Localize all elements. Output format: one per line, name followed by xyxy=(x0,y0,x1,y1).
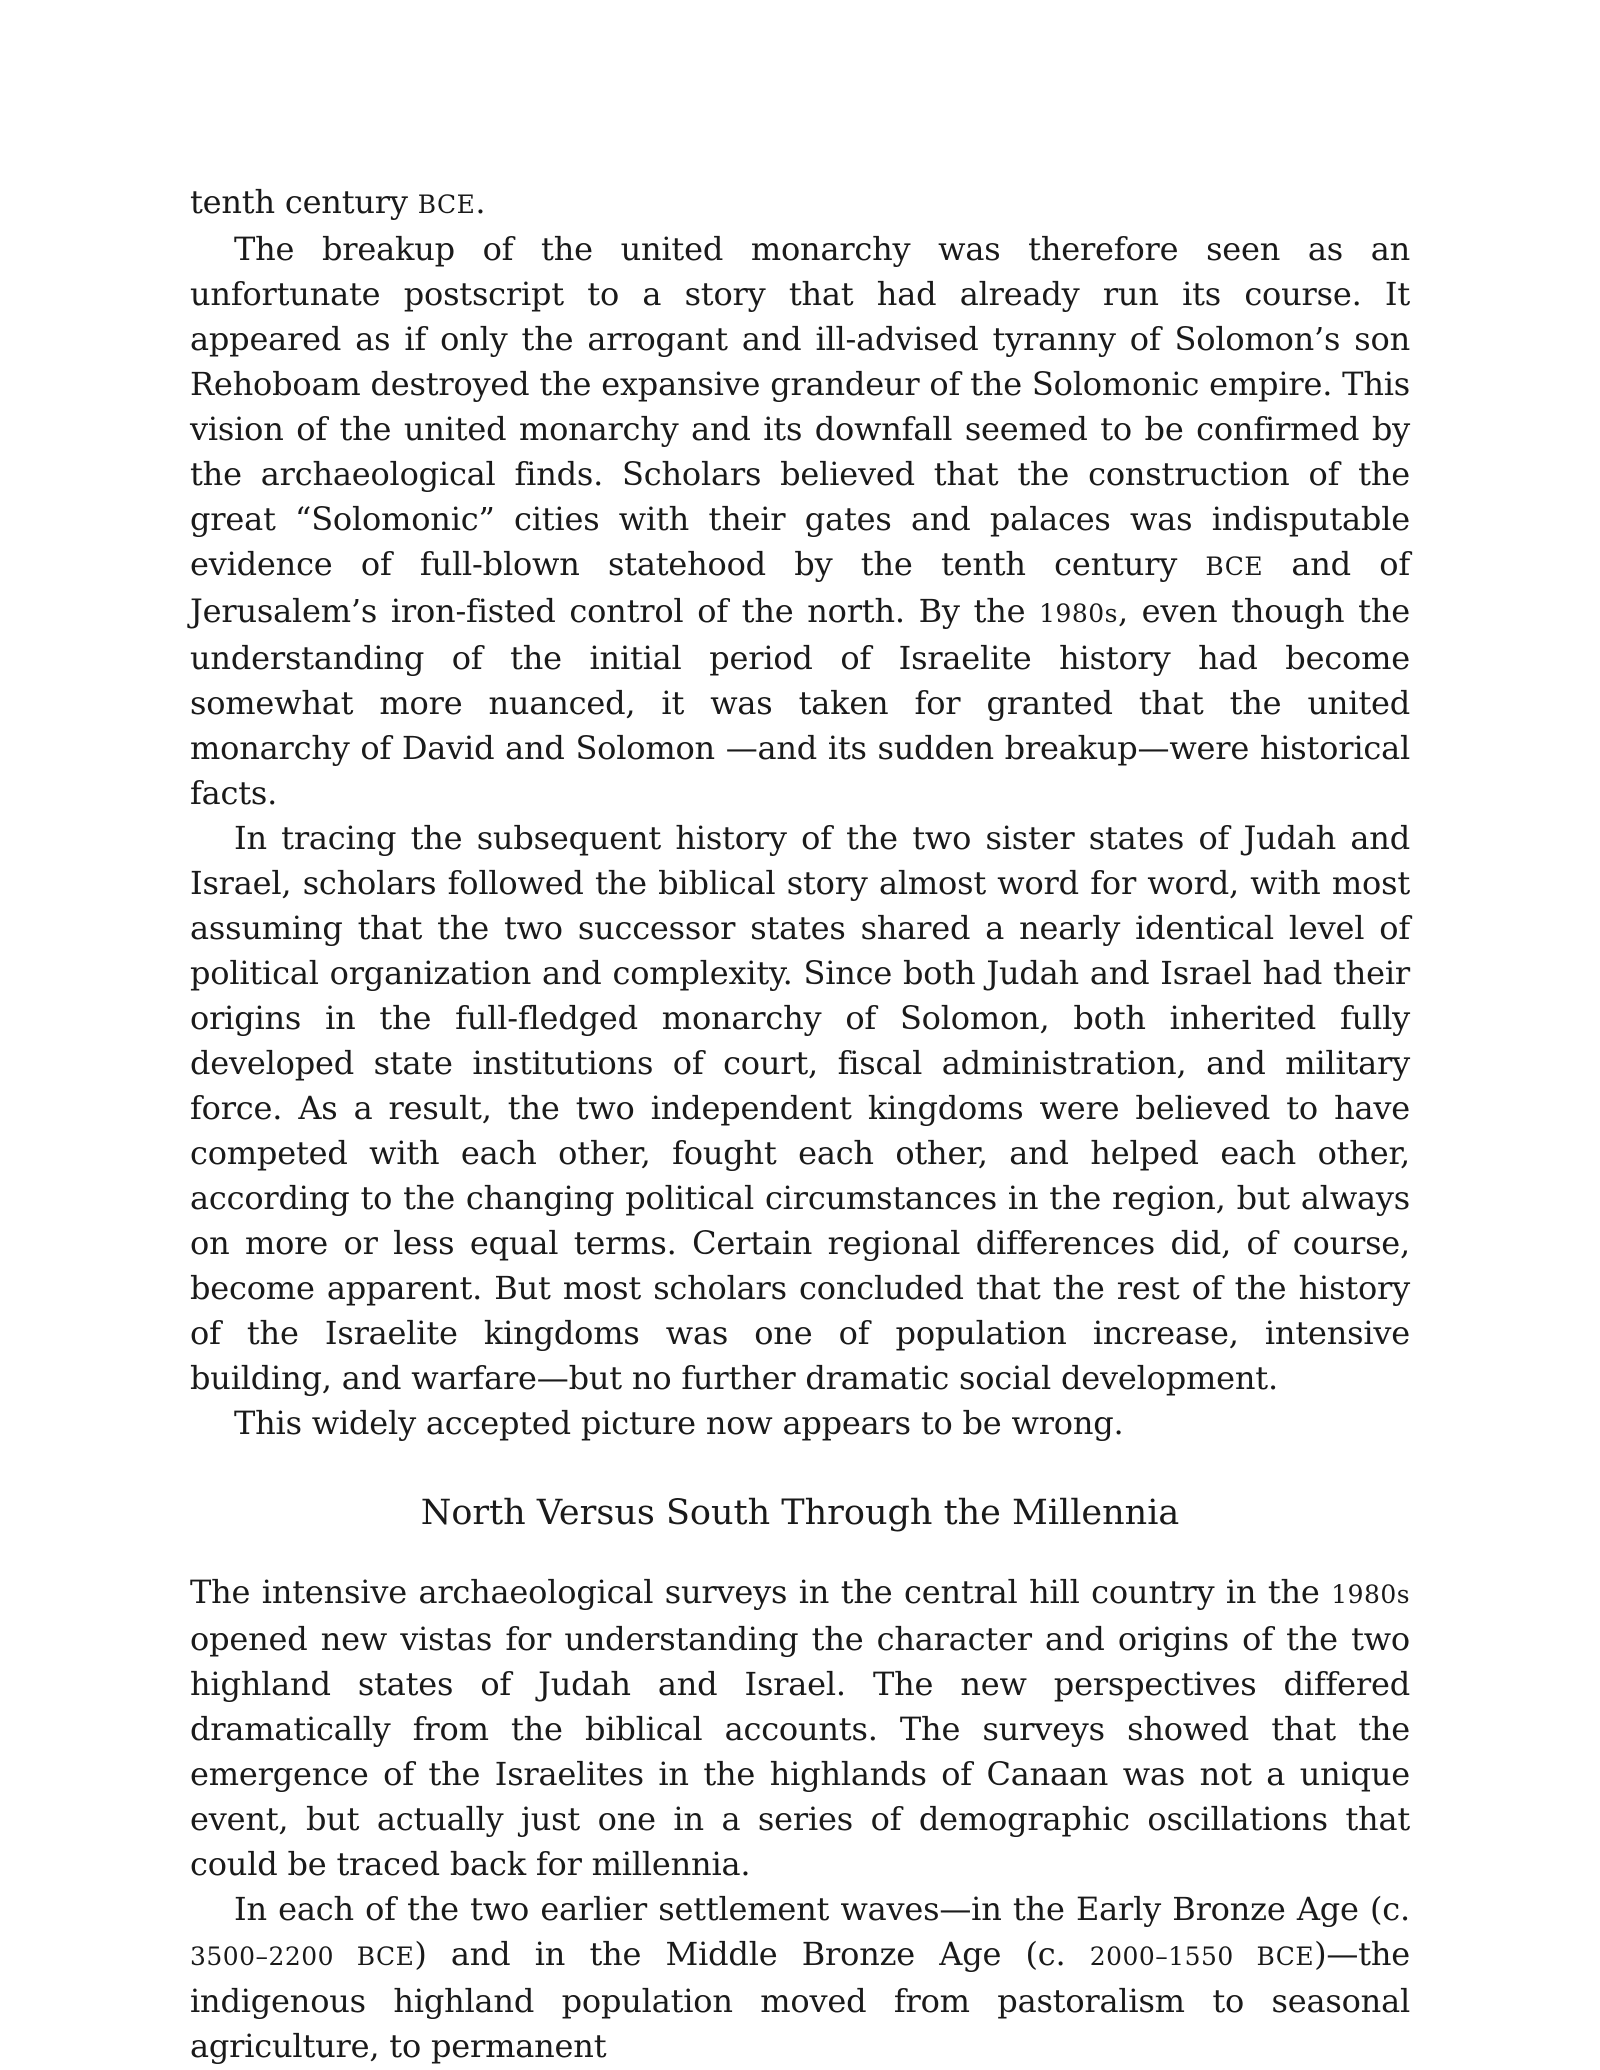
paragraph-continuation xyxy=(190,180,1410,227)
text-run: and of Jerusalem’s iron-fisted control of the north. By the xyxy=(190,545,1410,630)
paragraph-wrong-picture: This widely accepted picture now appears to be wrong. xyxy=(234,1404,1124,1442)
section-heading: North Versus South Through the Millennia xyxy=(420,1493,1180,1533)
small-caps-decade: 1980s xyxy=(1039,599,1118,628)
text-run: )—the indigenous highland population moved from pastoralism to seasonal agriculture, to permanent xyxy=(190,1935,1410,2065)
small-caps-decade: 1980s xyxy=(1331,1580,1410,1609)
text-run: The breakup of the united monarchy was therefore seen as an unfortunate postscript to a story that had already run its course. It appeared as if only the arrogant and ill-advised tyranny of Solomon’s son Rehoboam destroyed the expansive grandeur of the Solomonic empire. This vision of the united monarchy and its downfall seemed to be confirmed by the archaeological finds. Scholars believed that the construction of the great “Solomonic” cities with their gates and palaces was indisputable evidence of full-blown statehood by the tenth century xyxy=(190,230,1410,583)
text-run: opened new vistas for understanding the character and origins of the two highland states of Judah and Israel. The new perspectives differed dramatically from the biblical accounts. The surveys showed that the emergence of the Israelites in the highlands of Canaan was not a unique event, but actually just one in a series of demographic oscillations that could be traced back for millennia. xyxy=(190,1620,1410,1883)
small-caps-era: BCE xyxy=(1205,552,1264,581)
text-run: . xyxy=(475,183,486,221)
paragraph-surveys xyxy=(190,1570,1410,1887)
text-run: , even though the understanding of the initial period of Israelite history had become somewhat more nuanced, it was taken for granted that the united monarchy of David and Solomon —and its sudden breakup—were historical facts. xyxy=(190,592,1410,812)
paragraph-breakup xyxy=(190,227,1410,816)
small-caps-date-range: 2000–1550 BCE xyxy=(1089,1942,1315,1971)
page-body xyxy=(190,180,1410,2069)
text-run: ) and in the Middle Bronze Age (c. xyxy=(414,1935,1090,1973)
paragraph-sister-states: In tracing the subsequent history of the two sister states of Judah and Israel, scholars followed the biblical story almost word for word, with most assuming that the two successor states shared a nearly identical level of political organization and complexity. Since both Judah and Israel had their origins in the full-fledged monarchy of Solomon, both inherited fully developed state institutions of court, fiscal administration, and military force. As a result, the two independent kingdoms were believed to have competed with each other, fought each other, and helped each other, according to the changing political circumstances in the region, but always on more or less equal terms. Certain regional differences did, of course, become apparent. But most scholars concluded that the rest of the history of the Israelite kingdoms was one of population increase, intensive building, and warfare—but no further dramatic social development. xyxy=(190,819,1410,1397)
text-run: tenth century xyxy=(190,183,418,221)
small-caps-era: BCE xyxy=(417,190,476,219)
text-run: In each of the two earlier settlement waves—in the Early Bronze Age (c. xyxy=(234,1890,1410,1928)
paragraph-settlement-waves xyxy=(190,1887,1410,2069)
text-run: The intensive archaeological surveys in the central hill country in the xyxy=(190,1573,1332,1611)
small-caps-date-range: 3500–2200 BCE xyxy=(190,1942,415,1971)
